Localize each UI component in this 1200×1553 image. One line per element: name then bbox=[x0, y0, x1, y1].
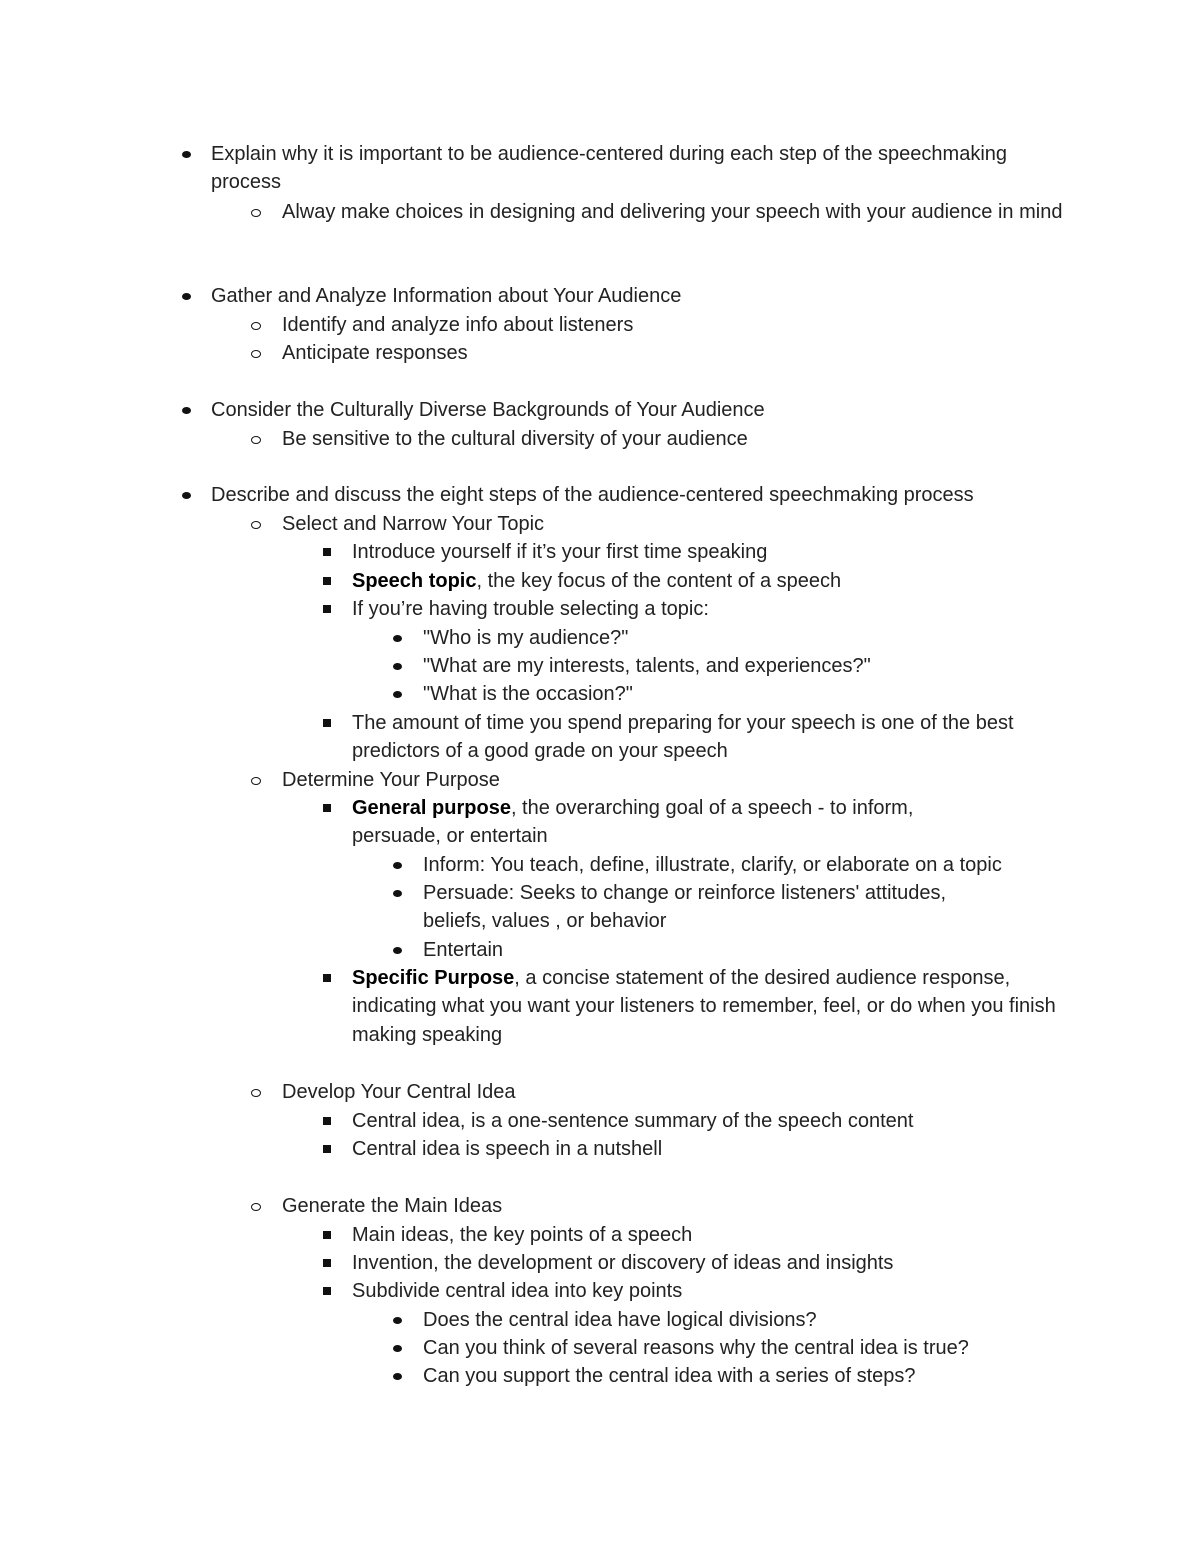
disc-bullet-icon bbox=[387, 1334, 407, 1362]
disc-bullet-icon bbox=[387, 652, 407, 680]
disc-bullet-icon bbox=[387, 1362, 407, 1390]
circle-bullet-icon bbox=[246, 510, 266, 538]
term-speech-topic: Speech topic bbox=[352, 570, 477, 592]
disc-bullet-icon bbox=[387, 680, 407, 708]
disc-bullet-icon bbox=[176, 396, 196, 424]
disc-bullet-icon bbox=[176, 140, 196, 168]
square-bullet-icon bbox=[317, 709, 337, 737]
square-bullet-icon bbox=[317, 794, 337, 822]
disc-bullet-icon bbox=[176, 481, 196, 509]
circle-bullet-icon bbox=[246, 1078, 266, 1106]
disc-bullet-icon bbox=[387, 624, 407, 652]
disc-bullet-icon bbox=[387, 851, 407, 879]
square-bullet-icon bbox=[317, 1221, 337, 1249]
circle-bullet-icon bbox=[246, 766, 266, 794]
term-general-purpose: General purpose bbox=[352, 797, 511, 819]
circle-bullet-icon bbox=[246, 339, 266, 367]
disc-bullet-icon bbox=[387, 1306, 407, 1334]
square-bullet-icon bbox=[317, 1107, 337, 1135]
square-bullet-icon bbox=[317, 1277, 337, 1305]
disc-bullet-icon bbox=[387, 936, 407, 964]
document-page: Explain why it is important to be audience-centered during each step of the speechmaking process Alway make choices in designing and delivering your speech with your audience in mind Gather and Analyze Information about Your Audience Identify and analyze info about listeners Anticipate responses Consider the Culturally Diverse Backgrounds of Your Audience Be sensitive to the cultural diversity of your audience Describe and discuss the eight steps of the audience-centered speechmaking process Select and Narrow Your Topic Introduce yourself if it’s your first time speaking Speech topic, the key focus of the content of a speech If you’re having trouble selecting a topic: "Who is my audience?" "What are my interests, talents, and experiences?" "What is the occasion?" The amount of time you spend preparing for your speech is one of the best predictors of a good grade on your speech Determine Your Purpose General purpose, the overarching goal of a speech - to inform, persuade, or entertain Inform: You teach, define, illustrate, clarify, or elaborate on a topic Persuade: Seeks to change or reinforce listeners' attitudes, beliefs, values , or behavior Entertain Specific Purpose, a concise statement of the desired audience response, indicating what you want your listeners to remember, feel, or do when you finish making speaking Develop Your Central Idea Central idea, is a one-sentence summary of the speech content Central idea is speech in a nutshell Generate the Main Ideas Main ideas, the key points of a speech Invention, the development or discovery of ideas and insights Subdivide central idea into key points Does the central idea have logical divisions? Can you think of several reasons why the central idea is true? Can you support the central idea with a series of steps? bbox=[0, 0, 1200, 1553]
circle-bullet-icon bbox=[246, 425, 266, 453]
circle-bullet-icon bbox=[246, 311, 266, 339]
term-specific-purpose: Specific Purpose bbox=[352, 967, 515, 989]
circle-bullet-icon bbox=[246, 198, 266, 226]
square-bullet-icon bbox=[317, 964, 337, 992]
disc-bullet-icon bbox=[387, 879, 407, 907]
disc-bullet-icon bbox=[176, 282, 196, 310]
square-bullet-icon bbox=[317, 595, 337, 623]
circle-bullet-icon bbox=[246, 1192, 266, 1220]
square-bullet-icon bbox=[317, 567, 337, 595]
square-bullet-icon bbox=[317, 1249, 337, 1277]
square-bullet-icon bbox=[317, 1135, 337, 1163]
square-bullet-icon bbox=[317, 538, 337, 566]
